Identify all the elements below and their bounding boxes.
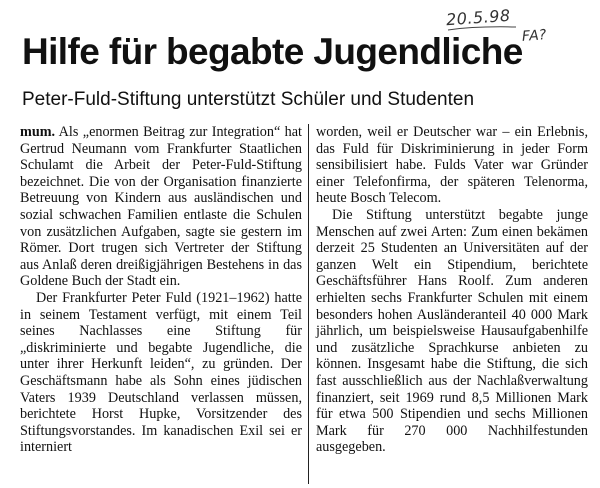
- article-subheadline: Peter-Fuld-Stiftung unterstützt Schüler und Studenten: [22, 89, 475, 110]
- article-paragraph: Der Frankfurter Peter Fuld (1921–1962) hatte in seinem Testament verfügt, mit einem Teil seines Nachlasses eine Stiftung für „diskriminierte und begabte Jugendliche, die unter ihrer Herkunft leiden“, zu gründen. Der Geschäftsmann habe als Sohn eines jüdischen Vaters 1939 Deutschland verlassen müssen, berichtete Horst Hupke, Vorsitzender des Stiftungsvorstandes. Im kanadischen Exil sei er interniert: [20, 289, 302, 456]
- article-paragraph: worden, weil er Deutscher war – ein Erlebnis, das Fuld für Diskriminierung in jeder Form sensibilisiert habe. Fulds Vater war Gründer einer Telefonfirma, der späteren Telenorma, heute Bosch Telecom.: [316, 124, 588, 207]
- column-divider: [308, 124, 309, 484]
- article-column-left: [20, 124, 302, 456]
- author-initials: mum.: [20, 124, 56, 140]
- handwritten-date: 20.5.98: [445, 5, 512, 30]
- article-headline: Hilfe für begabte Jugendliche: [22, 31, 523, 72]
- article-paragraph: [20, 124, 302, 290]
- article-column-right: [316, 124, 588, 456]
- article-paragraph: Die Stiftung unterstützt begabte junge Menschen auf zwei Arten: Zum einen bekämen derzeit 25 Studenten an Universitäten auf der ganzen Welt ein Stipendium, berichtete Geschäftsführer Hans Roolf. Zum anderen erhielten sechs Frankfurter Schulen mit einem besonders hohen Ausländeranteil 40 000 Mark jährlich, um beispielsweise Hausaufgabenhilfe und zusätzliche Sprachkurse anbieten zu können. Insgesamt habe die Stiftung, die sich fast ausschließlich aus der Nachlaßverwaltung finanziert, seit 1969 rund 8,5 Millionen Mark für etwa 500 Stipendien und sechs Millionen Mark für 270 000 Nachhilfestunden ausgegeben.: [316, 206, 588, 456]
- handwritten-source: FA?: [521, 27, 547, 45]
- paragraph-text: Als „enormen Beitrag zur Integration“ hat Gertrud Neumann vom Frankfurter Staatlichen Schulamt die Arbeit der Peter-Fuld-Stiftung bezeichnet. Die von der Organisation finanzierte Betreuung von Kindern aus ausländischen und sozial schwachen Familien entlaste die Schulen von zusätzlichen Aufgaben, sagte sie gestern im Römer. Dort trugen sich Vertreter der Stiftung aus Anlaß deren dreißigjährigen Bestehens in das Goldene Buch der Stadt ein.: [20, 124, 302, 290]
